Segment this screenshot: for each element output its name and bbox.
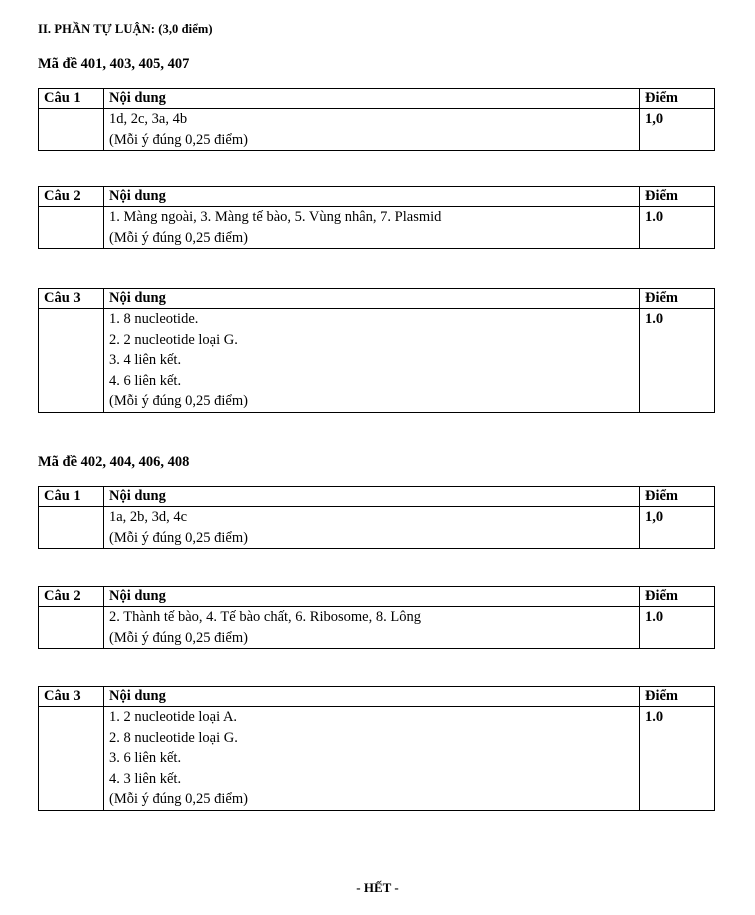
table-row bbox=[39, 207, 715, 249]
answer-table bbox=[38, 486, 715, 549]
points-cell: 1.0 bbox=[640, 607, 715, 649]
points-cell: 1,0 bbox=[640, 109, 715, 151]
question-cell bbox=[39, 109, 104, 151]
content-header: Nội dung bbox=[104, 487, 640, 507]
table-header-row bbox=[39, 487, 715, 507]
table-row bbox=[39, 507, 715, 549]
answer-line: 1d, 2c, 3a, 4b bbox=[109, 111, 188, 127]
question-header: Câu 1 bbox=[39, 89, 104, 109]
content-header: Nội dung bbox=[104, 587, 640, 607]
content-cell bbox=[104, 707, 640, 811]
answer-line: 1. Màng ngoài, 3. Màng tế bào, 5. Vùng nhân, 7. Plasmid bbox=[109, 209, 442, 225]
answer-line: 1a, 2b, 3d, 4c bbox=[109, 509, 188, 525]
content-header: Nội dung bbox=[104, 89, 640, 109]
scoring-note: (Mỗi ý đúng 0,25 điểm) bbox=[109, 529, 248, 546]
table-header-row bbox=[39, 89, 715, 109]
points-header: Điểm bbox=[640, 289, 715, 309]
answer-line: 2. 8 nucleotide loại G. bbox=[109, 729, 238, 746]
content-cell bbox=[104, 507, 640, 549]
table-row bbox=[39, 707, 715, 811]
question-cell bbox=[39, 309, 104, 413]
answer-line: 3. 6 liên kết. bbox=[109, 750, 182, 766]
table-header-row bbox=[39, 187, 715, 207]
points-header: Điểm bbox=[640, 89, 715, 109]
content-cell bbox=[104, 309, 640, 413]
points-header: Điểm bbox=[640, 687, 715, 707]
table-row bbox=[39, 309, 715, 413]
table-row bbox=[39, 607, 715, 649]
scoring-note: (Mỗi ý đúng 0,25 điểm) bbox=[109, 791, 248, 807]
scoring-note: (Mỗi ý đúng 0,25 điểm) bbox=[109, 393, 248, 409]
answer-table bbox=[38, 186, 715, 249]
question-cell bbox=[39, 707, 104, 811]
table-header-row bbox=[39, 587, 715, 607]
points-header: Điểm bbox=[640, 487, 715, 507]
question-cell bbox=[39, 207, 104, 249]
content-cell bbox=[104, 207, 640, 249]
answer-table bbox=[38, 586, 715, 649]
answer-line: 2. Thành tế bào, 4. Tế bào chất, 6. Ribosome, 8. Lông bbox=[109, 609, 421, 625]
question-header: Câu 1 bbox=[39, 487, 104, 507]
answer-line: 1. 2 nucleotide loại A. bbox=[109, 709, 238, 725]
table-row bbox=[39, 109, 715, 151]
answer-table bbox=[38, 288, 715, 413]
content-cell bbox=[104, 607, 640, 649]
scoring-note: (Mỗi ý đúng 0,25 điểm) bbox=[109, 629, 248, 646]
points-cell: 1.0 bbox=[640, 707, 715, 811]
content-cell bbox=[104, 109, 640, 151]
points-cell: 1.0 bbox=[640, 309, 715, 413]
scoring-note: (Mỗi ý đúng 0,25 điểm) bbox=[109, 229, 248, 246]
answer-table bbox=[38, 88, 715, 151]
content-header: Nội dung bbox=[104, 187, 640, 207]
content-header: Nội dung bbox=[104, 289, 640, 309]
table-header-row bbox=[39, 687, 715, 707]
table-header-row bbox=[39, 289, 715, 309]
points-cell: 1.0 bbox=[640, 207, 715, 249]
question-header: Câu 2 bbox=[39, 187, 104, 207]
answer-line: 4. 3 liên kết. bbox=[109, 770, 182, 787]
question-cell bbox=[39, 607, 104, 649]
answer-line: 1. 8 nucleotide. bbox=[109, 311, 199, 327]
question-header: Câu 2 bbox=[39, 587, 104, 607]
end-marker: - HẾT - bbox=[356, 880, 399, 895]
points-header: Điểm bbox=[640, 187, 715, 207]
answer-table bbox=[38, 686, 715, 811]
answer-line: 4. 6 liên kết. bbox=[109, 372, 182, 389]
exam-code-title: Mã đề 402, 404, 406, 408 bbox=[38, 454, 190, 470]
question-header: Câu 3 bbox=[39, 289, 104, 309]
exam-code-title: Mã đề 401, 403, 405, 407 bbox=[38, 56, 190, 72]
points-header: Điểm bbox=[640, 587, 715, 607]
answer-line: 3. 4 liên kết. bbox=[109, 352, 182, 368]
scoring-note: (Mỗi ý đúng 0,25 điểm) bbox=[109, 131, 248, 148]
content-header: Nội dung bbox=[104, 687, 640, 707]
question-cell bbox=[39, 507, 104, 549]
section-heading: II. PHẦN TỰ LUẬN: (3,0 điểm) bbox=[38, 22, 213, 36]
answer-line: 2. 2 nucleotide loại G. bbox=[109, 331, 238, 348]
points-cell: 1,0 bbox=[640, 507, 715, 549]
question-header: Câu 3 bbox=[39, 687, 104, 707]
